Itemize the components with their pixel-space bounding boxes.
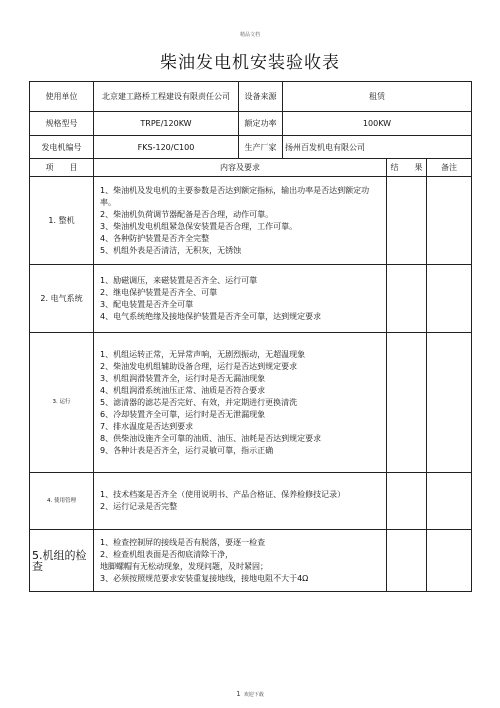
section-content <box>94 265 387 333</box>
info-row-model <box>30 112 472 136</box>
page-footer <box>0 690 500 698</box>
user-value: 北京建工路桥工程建设有限责任公司 <box>94 82 239 112</box>
note-cell[interactable] <box>427 473 472 530</box>
acceptance-table <box>29 81 472 592</box>
serial-value: FKS-120/C100 <box>94 136 239 159</box>
section-row-2 <box>30 265 472 333</box>
content-line: 5、滤清器的滤芯是否完好、有效，并定期进行更换清洗 <box>100 397 298 407</box>
maker-value: 扬州百发机电有限公司 <box>283 136 472 159</box>
content-line: 9、各种计表是否齐全，运行灵敏可靠，指示正确 <box>100 445 274 455</box>
page-title: 柴油发电机安装验收表 <box>160 53 340 73</box>
result-cell[interactable] <box>387 333 427 473</box>
result-cell[interactable] <box>387 177 427 265</box>
section-row-3 <box>30 333 472 473</box>
content-line: 3、柴油机发电机组紧急保安装置是否合理，工作可靠。 <box>100 221 298 231</box>
content-line: 3、配电装置是否齐全可靠 <box>100 299 194 309</box>
note-cell[interactable] <box>427 177 472 265</box>
info-row-user <box>30 82 472 112</box>
serial-label: 发电机编号 <box>30 136 94 159</box>
content-line: 4、各种防护装置是否齐全完整 <box>100 233 210 243</box>
content-line: 2、继电保护装置是否齐全、可靠 <box>100 287 218 297</box>
note-cell[interactable] <box>427 530 472 592</box>
content-line: 2、运行记录是否完整 <box>100 502 178 511</box>
power-label: 额定功率 <box>239 112 283 136</box>
source-value: 租赁 <box>283 82 472 112</box>
col-result-header: 结 果 <box>387 159 427 177</box>
content-line: 1、励磁调压，来磁装置是否齐全、运行可靠 <box>100 275 258 285</box>
section-name: 2. 电气系统 <box>30 265 94 333</box>
note-cell[interactable] <box>427 265 472 333</box>
section-content <box>94 177 387 265</box>
source-label: 设备来源 <box>239 82 283 112</box>
model-label: 规格型号 <box>30 112 94 136</box>
content-line: 1、机组运转正常，无异常声响，无剧烈振动，无超温现象 <box>100 349 306 359</box>
section-name: 4. 使用管理 <box>30 473 94 530</box>
content-line: 7、排水温度是否达到要求 <box>100 421 194 431</box>
user-label: 使用单位 <box>30 82 94 112</box>
section-row-1 <box>30 177 472 265</box>
content-line: 6、冷却装置齐全可靠，运行时是否无泄漏现象 <box>100 409 266 419</box>
content-line: 2、柴油发电机组辅助设备合理，运行是否达到规定要求 <box>100 361 298 371</box>
section-content <box>94 530 387 592</box>
section-name: 3. 运行 <box>30 333 94 473</box>
content-line: 4、电气系统绝缘及接地保护装置是否齐全可靠，达到规定要求 <box>100 311 322 321</box>
content-line: 2、柴油机负荷调节器配备是否合理，动作可靠。 <box>100 209 274 219</box>
section-name: 5.机组的检查 <box>30 530 94 592</box>
content-line: 1、检查控制屏的接线是否有脱落，要逐一检查 <box>100 537 266 547</box>
section-content <box>94 473 387 530</box>
content-line: 3、机组润滑装置齐全，运行时是否无漏油现象 <box>100 373 266 383</box>
footer-note: 欢迎下载 <box>243 692 264 698</box>
section-content <box>94 333 387 473</box>
col-note-header: 备注 <box>427 159 472 177</box>
content-line: 8、供柴油设施齐全可靠的油质、油压、油耗是否达到规定要求 <box>100 433 322 443</box>
header-note: 精品文档 <box>239 32 260 38</box>
model-value: TRPE/120KW <box>94 112 239 136</box>
section-row-4 <box>30 473 472 530</box>
content-line: 5、机组外表是否清洁，无积灰，无锈蚀 <box>100 245 242 255</box>
maker-label: 生产厂家 <box>239 136 283 159</box>
section-row-5 <box>30 530 472 592</box>
column-header-row <box>30 159 472 177</box>
content-line: 1、柴油机及发电机的主要参数是否达到额定指标，输出功率是否达到额定功率。 <box>100 185 370 207</box>
note-cell[interactable] <box>427 333 472 473</box>
page-number: 1 <box>236 690 241 698</box>
section-name: 1. 整机 <box>30 177 94 265</box>
col-content-header: 内容及要求 <box>94 159 387 177</box>
content-line: 2、检查机组表面是否彻底清除干净， <box>100 549 234 559</box>
result-cell[interactable] <box>387 530 427 592</box>
content-line: 4、机组润滑系统油压正常、油质是否符合要求 <box>100 385 266 395</box>
result-cell[interactable] <box>387 473 427 530</box>
content-line: 地脚螺帽有无松动现象，发现问题，及时紧固； <box>100 561 268 571</box>
content-line: 1、技术档案是否齐全（使用说明书、产品合格证、保养检修技记录） <box>100 490 346 499</box>
content-line: 3、必须按照规范要求安装重复接地线，接地电阻不大于4Ω <box>100 573 309 583</box>
col-item-header: 项 目 <box>30 159 94 177</box>
power-value: 100KW <box>283 112 472 136</box>
info-row-serial <box>30 136 472 159</box>
result-cell[interactable] <box>387 265 427 333</box>
